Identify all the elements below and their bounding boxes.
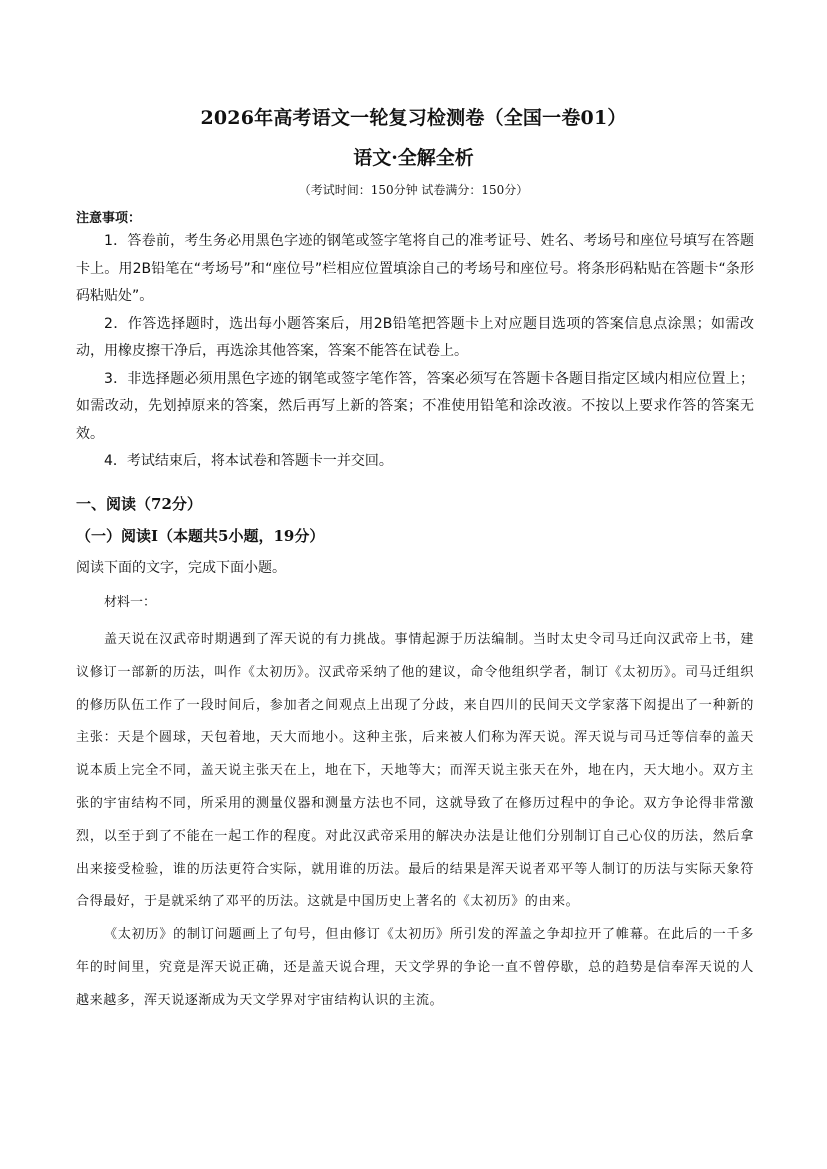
material-block xyxy=(76,592,754,1018)
notes-list xyxy=(76,228,754,476)
material-paragraph: 《太初历》的制订问题画上了句号，但由修订《太初历》所引发的浑盖之争却拉开了帷幕。在此后的一千多年的时间里，究竟是浑天说正确，还是盖天说合理，天文学界的争论一直不曾停歇，总的趋势是信奉浑天说的人越来越多，浑天说逐渐成为天文学界对宇宙结构认识的主流。 xyxy=(76,927,754,1008)
subsection-heading: （一）阅读I（本题共5小题，19分） xyxy=(76,527,325,545)
note-item: 4．考试结束后，将本试卷和答题卡一并交回。 xyxy=(104,453,393,469)
page-subtitle: 语文·全解全析 xyxy=(353,147,474,169)
note-item: 1．答卷前，考生务必用黑色字迹的钢笔或签字笔将自己的准考证号、姓名、考场号和座位号填写在答题卡上。用2B铅笔在“考场号”和“座位号”栏相应位置填涂自己的考场号和座位号。将条形码粘贴在答题卡“条形码粘贴处”。 xyxy=(76,233,754,304)
material-label: 材料一： xyxy=(104,595,157,610)
note-item: 3．非选择题必须用黑色字迹的钢笔或签字笔作答，答案必须写在答题卡各题目指定区域内相应位置上；如需改动，先划掉原来的答案，然后再写上新的答案；不准使用铅笔和涂改液。不按以上要求作答的答案无效。 xyxy=(76,370,754,442)
material-paragraph: 盖天说在汉武帝时期遇到了浑天说的有力挑战。事情起源于历法编制。当时太史令司马迁向汉武帝上书，建议修订一部新的历法，叫作《太初历》。汉武帝采纳了他的建议，命令他组织学者，制订《太初历》。司马迁组织的修历队伍工作了一段时间后，参加者之间观点上出现了分歧，来自四川的民间天文学家落下闳提出了一种新的主张：天是个圆球，天包着地，天大而地小。这种主张，后来被人们称为浑天说。浑天说与司马迁等信奉的盖天说本质上完全不同，盖天说主张天在上，地在下，天地等大；而浑天说主张天在外，地在内，天大地小。双方主张的宇宙结构不同，所采用的测量仪器和测量方法也不同，这就导致了在修历过程中的争论。双方争论得非常激烈，以至于到了不能在一起工作的程度。对此汉武帝采用的解决办法是让他们分别制订自己心仪的历法，然后拿出来接受检验，谁的历法更符合实际，就用谁的历法。最后的结果是浑天说者邓平等人制订的历法与实际天象符合得最好，于是就采纳了邓平的历法。这就是中国历史上著名的《太初历》的由来。 xyxy=(76,632,754,910)
exam-info: （考试时间：150分钟 试卷满分：150分） xyxy=(298,183,529,197)
note-item: 2．作答选择题时，选出每小题答案后，用2B铅笔把答题卡上对应题目选项的答案信息点涂黑；如需改动，用橡皮擦干净后，再选涂其他答案，答案不能答在试卷上。 xyxy=(76,315,754,359)
page-title: 2026年高考语文一轮复习检测卷（全国一卷01） xyxy=(200,107,627,129)
notes-heading: 注意事项： xyxy=(76,211,142,226)
section-heading: 一、阅读（72分） xyxy=(76,495,202,513)
reading-instruction: 阅读下面的文字，完成下面小题。 xyxy=(76,560,286,576)
